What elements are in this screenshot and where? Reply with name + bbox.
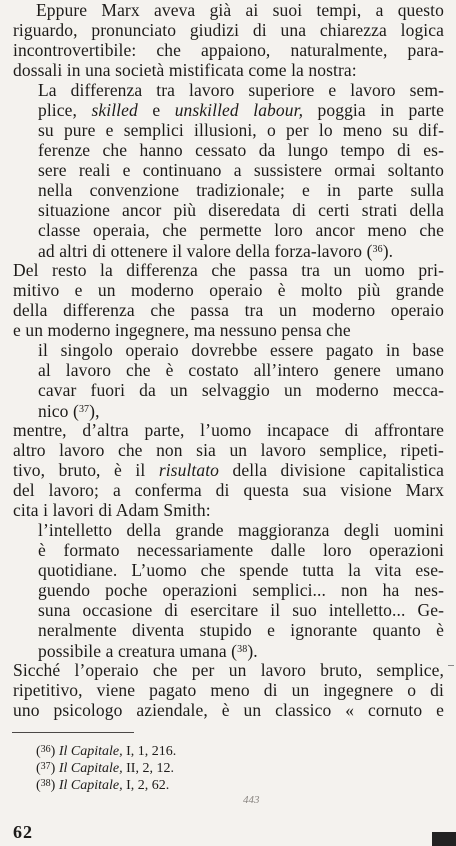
text-line [13, 40, 444, 60]
text-run: ad altri di ottenere il valore della forza-lavoro ( [38, 241, 373, 261]
margin-mark [448, 665, 454, 666]
text-run: della divisione capitalistica [219, 460, 444, 480]
footnote-ref: 38 [237, 644, 248, 655]
text-run: suna occasione di esercitare il suo intelletto... Ge- [38, 600, 444, 620]
text-line [13, 20, 444, 40]
text-line [13, 300, 444, 320]
page-number: 62 [13, 822, 33, 842]
text-line [13, 500, 211, 520]
footnote-ref: 36 [372, 244, 383, 255]
footnote-number: 38 [40, 778, 51, 789]
text-run: situazione ancor più diseredata di certi strati della [38, 200, 444, 220]
text-run: mentre, d’altra parte, l’uomo incapace di affrontare [13, 420, 444, 440]
italic-text: skilled [91, 100, 138, 120]
text-run: La differenza tra lavoro superiore e lavoro sem- [38, 80, 444, 100]
paren: ) [50, 761, 59, 776]
text-line [38, 240, 393, 261]
text-run: plice, [38, 100, 92, 120]
text-line [13, 680, 444, 700]
text-run: mitivo e un moderno operaio è molto più grande [13, 280, 444, 300]
footnote-ref: 37 [78, 404, 90, 415]
text-line [13, 460, 444, 480]
text-run: riguardo, pronunciato giudizi di una chiarezza logica [13, 20, 444, 40]
paren: ( [36, 744, 41, 759]
text-run: Eppure Marx aveva già ai suoi tempi, a questo [36, 0, 444, 20]
text-line [38, 640, 258, 661]
paren: ) [50, 778, 59, 793]
text-run: e [137, 100, 175, 120]
text-line [38, 520, 444, 540]
text-line [38, 180, 444, 200]
paren: ) [50, 744, 59, 759]
text-run: tivo, bruto, è il [13, 460, 159, 480]
footnote-number: 36 [40, 744, 51, 755]
italic-text: risultato [158, 460, 220, 480]
text-run: ). [382, 241, 394, 261]
text-run: ripetitivo, viene pagato meno di un ingegnere o di [13, 680, 444, 700]
work-title: Il Capitale, [58, 778, 123, 793]
text-run: ). [247, 641, 258, 661]
text-run: nico ( [38, 401, 79, 421]
work-title: Il Capitale, [58, 761, 123, 776]
text-run: il singolo operaio dovrebbe essere pagato in base [38, 340, 444, 360]
corner-tab [432, 832, 456, 846]
text-run: ferenze che hanno cessato da lungo tempo di es- [38, 140, 444, 160]
paren: ( [36, 778, 41, 793]
paren: ( [36, 761, 41, 776]
footnote-rule [12, 732, 134, 733]
text-line [13, 280, 444, 300]
text-run: neralmente diventa stupido e ignorante quanto è [38, 620, 444, 640]
text-line [38, 620, 444, 640]
text-run: sere reali e continuano a sussistere ormai soltanto [38, 160, 444, 180]
text-run: al lavoro che è costato all’intero genere umano [38, 360, 444, 380]
text-line [38, 340, 444, 360]
text-line [38, 200, 444, 220]
text-line [13, 60, 357, 80]
text-run: nella convenzione tradizionale; e in parte sulla [38, 180, 444, 200]
text-line [38, 360, 444, 380]
text-line [38, 80, 444, 100]
text-line [13, 320, 351, 340]
citation-ref: I, 1, 216. [122, 744, 177, 759]
text-run: del lavoro; a conferma di questa sua visione Marx [13, 480, 444, 500]
footnote [36, 775, 169, 794]
text-run: è formato necessariamente dalle loro operazioni [38, 540, 444, 560]
text-line [13, 260, 444, 280]
text-line [13, 420, 444, 440]
text-run: e un moderno ingegnere, ma nessuno pensa che [13, 320, 351, 340]
text-line [36, 0, 444, 20]
text-line [38, 100, 444, 120]
text-run: su pure e semplici illusioni, o per lo meno su dif- [38, 120, 444, 140]
text-line [13, 700, 444, 720]
text-line [38, 400, 100, 421]
text-run: cita i lavori di Adam Smith: [13, 500, 211, 520]
text-line [38, 220, 444, 240]
text-run: Sicché l’operaio che per un lavoro bruto, semplice, [13, 660, 444, 680]
italic-text: unskilled labour, [174, 100, 304, 120]
text-line [13, 440, 444, 460]
text-run: uno psicologo aziendale, è un classico « cornuto e [13, 700, 444, 720]
text-run: della differenza che passa tra un moderno operaio [13, 300, 444, 320]
text-run: incontrovertibile: che appaiono, naturalmente, para- [13, 40, 444, 60]
text-run: ), [89, 401, 100, 421]
footnote-number: 37 [40, 761, 51, 772]
citation-ref: II, 2, 12. [122, 761, 174, 776]
text-line [38, 140, 444, 160]
text-line [38, 560, 444, 580]
pencil-annotation: 443 [243, 794, 260, 806]
text-run: possibile a creatura umana ( [38, 641, 238, 661]
citation-ref: I, 2, 62. [122, 778, 170, 793]
text-line [38, 160, 444, 180]
text-run: cavar fuori da un selvaggio un moderno mecca- [38, 380, 444, 400]
text-line [38, 580, 444, 600]
work-title: Il Capitale, [58, 744, 123, 759]
text-run: poggia in parte [303, 100, 444, 120]
text-line [38, 380, 444, 400]
text-run: dossali in una società mistificata come la nostra: [13, 60, 357, 80]
text-line [38, 600, 444, 620]
text-run: guendo poche operazioni semplici... non ha nes- [38, 580, 444, 600]
text-run: altro lavoro che non sia un lavoro semplice, ripeti- [13, 440, 444, 460]
text-run: classe operaia, che permette loro ancor meno che [38, 220, 444, 240]
text-line [38, 540, 444, 560]
text-line [13, 480, 444, 500]
text-run: l’intelletto della grande maggioranza degli uomini [38, 520, 444, 540]
text-run: quotidiane. L’uomo che spende tutta la vita ese- [38, 560, 444, 580]
text-line [38, 120, 444, 140]
text-line [13, 660, 444, 680]
text-run: Del resto la differenza che passa tra un uomo pri- [13, 260, 444, 280]
